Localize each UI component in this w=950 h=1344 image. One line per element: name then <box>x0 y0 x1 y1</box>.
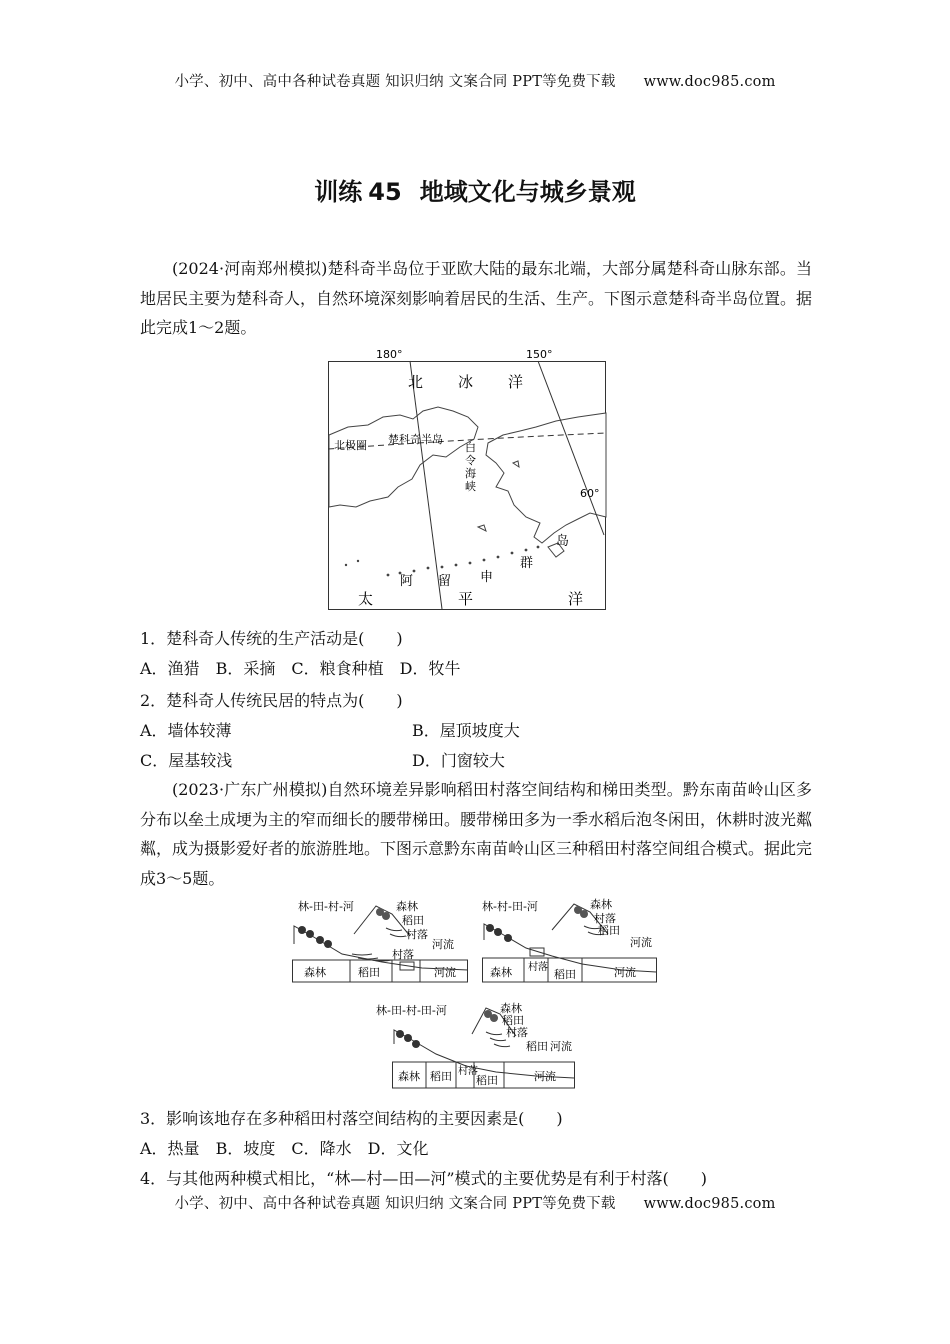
diagram-3-bottom-4: 稻田 <box>476 1074 498 1087</box>
diagram-3-label-1: 森林 <box>500 1002 522 1015</box>
diagram-2-bottom-2: 村落 <box>528 962 548 973</box>
question-1-stem: 1．楚科奇人传统的生产活动是( ) <box>140 629 403 648</box>
strait-char-2: 令 <box>465 454 476 467</box>
diagram-2-label-4: 河流 <box>630 936 652 949</box>
footer-site[interactable]: www.doc985.com <box>643 1196 776 1212</box>
chukotka-map <box>328 347 608 611</box>
strait-char-1: 白 <box>465 441 476 454</box>
diagram-2-pattern-label: 林-村-田-河 <box>482 900 538 913</box>
strait-char-3: 海 <box>465 467 476 480</box>
diagram-pattern-2 <box>482 896 658 986</box>
q1-option-d[interactable]: D．牧牛 <box>399 659 461 678</box>
diagram-2-label-2: 村落 <box>594 912 616 925</box>
pacific-char-1: 太 <box>358 590 374 608</box>
diagram-3-label-5: 河流 <box>550 1040 572 1053</box>
diagram-1-label-1: 森林 <box>396 900 418 913</box>
diagram-1-pattern-label: 林-田-村-河 <box>298 900 354 913</box>
passage-2-text: (2023·广东广州模拟)自然环境差异影响稻田村落空间结构和梯田类型。黔东南苗岭山区多分布以垒土成埂为主的窄而细长的腰带梯田。腰带梯田多为一季水稻后泡冬闲田，休耕时波光粼粼，成为摄影爱好者的旅游胜地。下图示意黔东南苗岭山区三种稻田村落空间组合模式。据此完成3～5题。 <box>140 780 813 888</box>
title-text: 地域文化与城乡景观 <box>419 178 636 206</box>
ocean-char-3: 洋 <box>508 373 524 391</box>
island-char-1: 阿 <box>400 574 414 589</box>
arctic-circle-label: 北极圈 <box>334 439 367 452</box>
page-title <box>0 172 950 207</box>
diagram-1-label-4: 河流 <box>432 938 454 951</box>
q1-option-c[interactable]: C．粮食种植 <box>291 659 384 678</box>
diagram-3-bottom-1: 森林 <box>398 1070 420 1083</box>
passage-1-text: (2024·河南郑州模拟)楚科奇半岛位于亚欧大陆的最东北端，大部分属楚科奇山脉东部。当地居民主要为楚科奇人，自然环境深刻影响着居民的生活、生产。下图示意楚科奇半岛位置。据此完成1～2题。 <box>140 259 813 337</box>
diagram-3-bottom-5: 河流 <box>534 1070 556 1083</box>
diagram-1-bottom-3: 村落 <box>392 948 414 961</box>
header-site[interactable]: www.doc985.com <box>643 74 776 90</box>
question-4-stem: 4．与其他两种模式相比，“林—村—田—河”模式的主要优势是有利于村落( ) <box>140 1169 708 1188</box>
page-header <box>0 70 950 91</box>
title-prefix: 训练 <box>314 178 363 206</box>
pacific-char-3: 洋 <box>568 590 584 608</box>
island-char-3: 申 <box>480 570 494 585</box>
diagram-3-label-3: 村落 <box>506 1026 528 1039</box>
lon-150-label: 150° <box>526 348 553 361</box>
diagram-3-label-2: 稻田 <box>502 1014 524 1027</box>
island-char-4: 群 <box>520 556 534 571</box>
diagram-2-label-3: 稻田 <box>598 924 620 937</box>
q3-option-b[interactable]: B．坡度 <box>215 1139 276 1158</box>
q2-option-d[interactable]: D．门窗较大 <box>412 751 505 770</box>
diagram-1-bottom-2: 稻田 <box>358 966 380 979</box>
lat-60-label: 60° <box>580 487 600 500</box>
diagram-1-bottom-4: 河流 <box>434 966 456 979</box>
lon-180-label: 180° <box>376 348 403 361</box>
q2-option-a[interactable]: A．墙体较薄 <box>140 721 232 740</box>
q3-option-d[interactable]: D．文化 <box>367 1139 429 1158</box>
ocean-char-1: 北 <box>408 373 424 391</box>
pacific-char-2: 平 <box>458 590 474 608</box>
question-3-stem: 3．影响该地存在多种稻田村落空间结构的主要因素是( ) <box>140 1109 563 1128</box>
header-text: 小学、初中、高中各种试卷真题 知识归纳 文案合同 PPT等免费下载 <box>174 74 616 90</box>
q3-option-c[interactable]: C．降水 <box>291 1139 352 1158</box>
q2-option-c[interactable]: C．屋基较浅 <box>140 751 233 770</box>
diagram-3-pattern-label: 林-田-村-田-河 <box>376 1004 447 1017</box>
diagram-3-bottom-2: 稻田 <box>430 1070 452 1083</box>
diagram-1-label-3: 村落 <box>406 928 428 941</box>
q1-option-a[interactable]: A．渔猎 <box>140 659 200 678</box>
diagram-2-bottom-3: 稻田 <box>554 968 576 981</box>
passage-2 <box>140 775 812 893</box>
q1-option-b[interactable]: B．采摘 <box>215 659 276 678</box>
question-1-options <box>140 656 460 679</box>
diagram-2-bottom-4: 河流 <box>614 966 636 979</box>
diagram-pattern-3 <box>376 1000 576 1092</box>
diagram-2-bottom-1: 森林 <box>490 966 512 979</box>
passage-1 <box>140 254 812 343</box>
peninsula-label: 楚科奇半岛 <box>388 433 443 446</box>
title-number: 45 <box>368 178 402 206</box>
diagram-3-label-4: 稻田 <box>526 1040 548 1053</box>
island-char-5: 岛 <box>556 534 570 549</box>
island-char-2: 留 <box>438 574 452 589</box>
diagram-3-bottom-3: 村落 <box>458 1066 478 1077</box>
footer-text: 小学、初中、高中各种试卷真题 知识归纳 文案合同 PPT等免费下载 <box>174 1196 616 1212</box>
diagram-1-bottom-1: 森林 <box>304 966 326 979</box>
q2-option-b[interactable]: B．屋顶坡度大 <box>412 721 520 740</box>
diagram-2-label-1: 森林 <box>590 898 612 911</box>
diagram-1-label-2: 稻田 <box>402 914 424 927</box>
question-2-stem: 2．楚科奇人传统民居的特点为( ) <box>140 691 403 710</box>
page-footer <box>0 1192 950 1213</box>
strait-char-4: 峡 <box>465 480 476 493</box>
diagram-pattern-1 <box>292 896 468 986</box>
question-3-options <box>140 1136 428 1159</box>
ocean-char-2: 冰 <box>458 373 474 391</box>
q3-option-a[interactable]: A．热量 <box>140 1139 200 1158</box>
